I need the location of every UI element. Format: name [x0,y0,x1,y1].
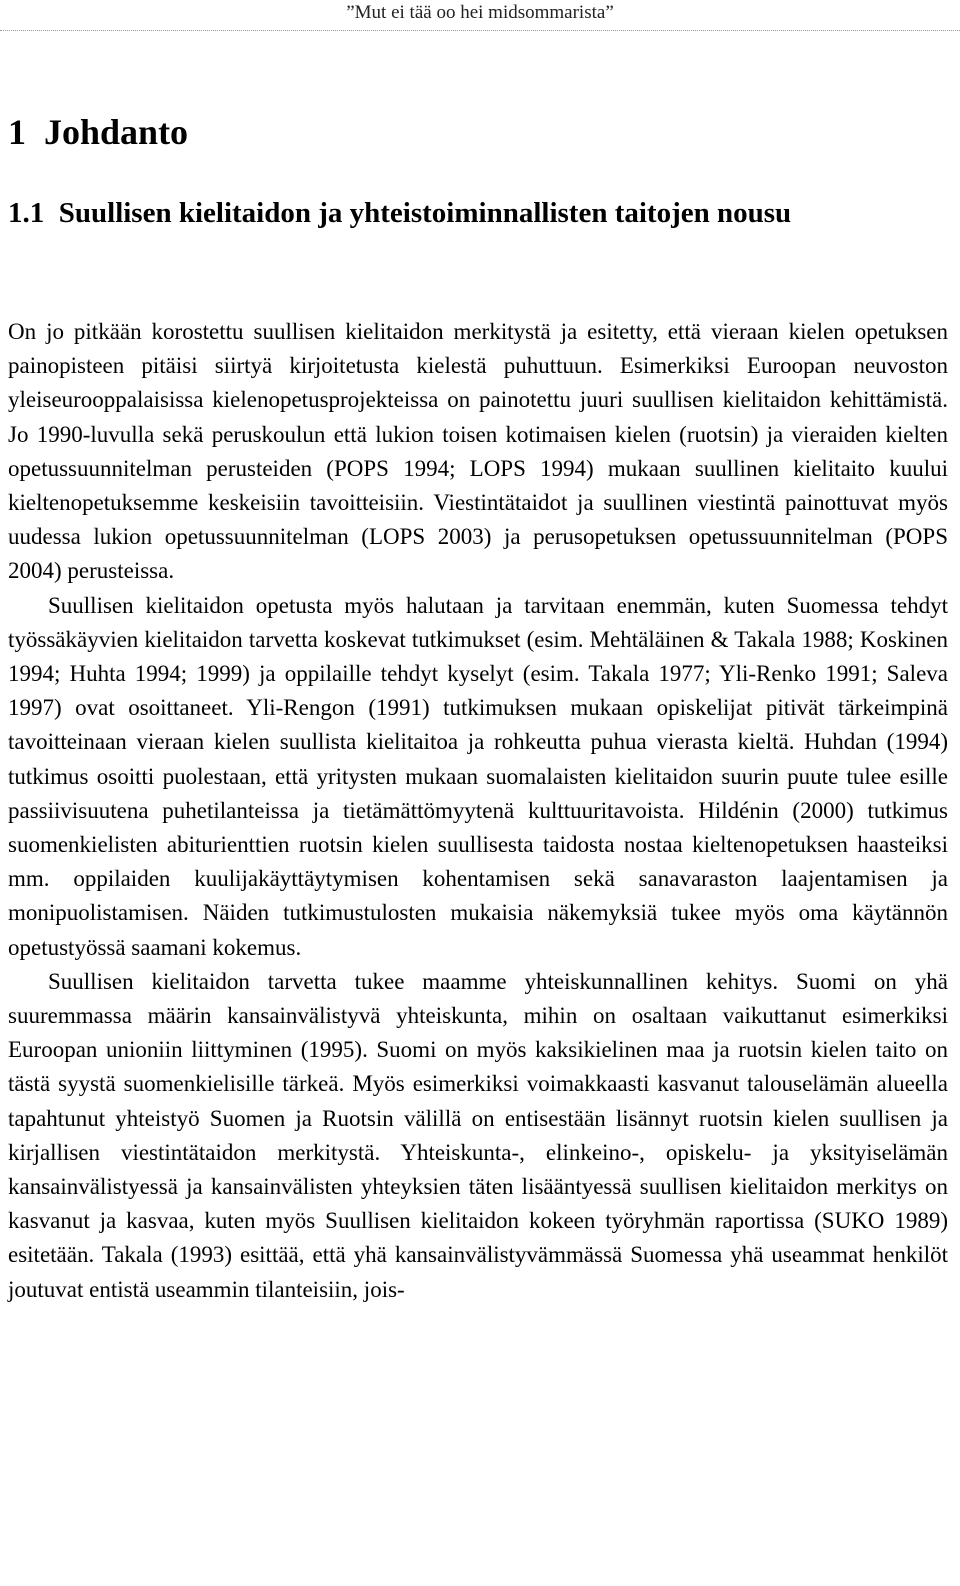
section-heading [8,192,948,234]
section-number: 1.1 [8,197,45,229]
paragraph-3: Suullisen kielitaidon tarvetta tukee maamme yhteiskunnallinen kehitys. Suomi on yhä suuremmassa määrin kansainvälistyvä yhteiskunta, mihin on osaltaan vaikuttanut esimerkiksi Euroopan unioniin liittyminen (1995). Suomi on myös kaksikielinen maa ja ruotsin kielen taito on tästä syystä suomenkielisille tärkeä. Myös esimerkiksi voimakkaasti kasvanut talouselämän alueella tapahtunut yhteistyö Suomen ja Ruotsin välillä on entisestään lisännyt ruotsin kielen suullisen ja kirjallisen viestintätaidon merkitystä. Yhteiskunta-, elinkeino-, opiskelu- ja yksityiselämän kansainvälistyessä ja kansainvälisten yhteyksien täten lisääntyessä suullisen kielitaidon merkitys on kasvanut ja kasvaa, kuten myös Suullisen kielitaidon kokeen työryhmän raportissa (SUKO 1989) esitetään. Takala (1993) esittää, että yhä kansainvälistyvämmässä Suomessa yhä useammat henkilöt joutuvat entistä useammin tilanteisiin, jois- [8,968,948,1302]
header-divider [0,30,960,31]
chapter-heading [8,110,188,154]
paragraph-1: On jo pitkään korostettu suullisen kielitaidon merkitystä ja esitetty, että vieraan kielen opetuksen painopisteen pitäisi siirtyä kirjoitetusta kielestä puhuttuun. Esimerkiksi Euroopan neuvoston yleiseurooppalaisissa kielenopetusprojekteissa on painotettu juuri suullisen kielitaidon kehittämistä. Jo 1990-luvulla sekä peruskoulun että lukion toisen kotimaisen kielen (ruotsin) ja vieraiden kielten opetussuunnitelman perusteiden (POPS 1994; LOPS 1994) mukaan suullinen kielitaito kuului kieltenopetuksemme keskeisiin tavoitteisiin. Viestintätaidot ja suullinen viestintä painottuvat myös uudessa lukion opetussuunnitelman (LOPS 2003) ja perusopetuksen opetussuunnitelman (POPS 2004) perusteissa. [8,319,948,584]
body-text [8,315,948,1307]
paragraph-2: Suullisen kielitaidon opetusta myös halutaan ja tarvitaan enemmän, kuten Suomessa tehdyt työssäkäyvien kielitaidon tarvetta koskevat tutkimukset (esim. Mehtäläinen & Takala 1988; Koskinen 1994; Huhta 1994; 1999) ja oppilaille tehdyt kyselyt (esim. Takala 1977; Yli-Renko 1991; Saleva 1997) ovat osoittaneet. Yli-Rengon (1991) tutkimuksen mukaan opiskelijat pitivät tärkeimpinä tavoitteinaan vieraan kielen suullista kielitaitoa ja rohkeutta puhua vierasta kieltä. Huhdan (1994) tutkimus osoitti puolestaan, että yritysten mukaan suomalaisten kielitaidon suurin puute tulee esille passiivisuutena puhetilanteissa ja tietämättömyytenä kulttuuritavoista. Hildénin (2000) tutkimus suomenkielisten abiturienttien ruotsin kielen suullisesta taidosta nostaa kieltenopetuksen haasteiksi mm. oppilaiden kuulijakäyttäytymisen kohentamisen sekä sanavaraston laajentamisen ja monipuolistamisen. Näiden tutkimustulosten mukaisia näkemyksiä tukee myös oma käytännön opetustyössä saamani kokemus. [8,592,948,960]
section-title: Suullisen kielitaidon ja yhteistoiminnallisten taitojen nousu [58,197,792,229]
chapter-title: Johdanto [44,112,189,152]
chapter-number: 1 [8,112,26,152]
running-header: ”Mut ei tää oo hei midsommarista” [346,2,614,23]
